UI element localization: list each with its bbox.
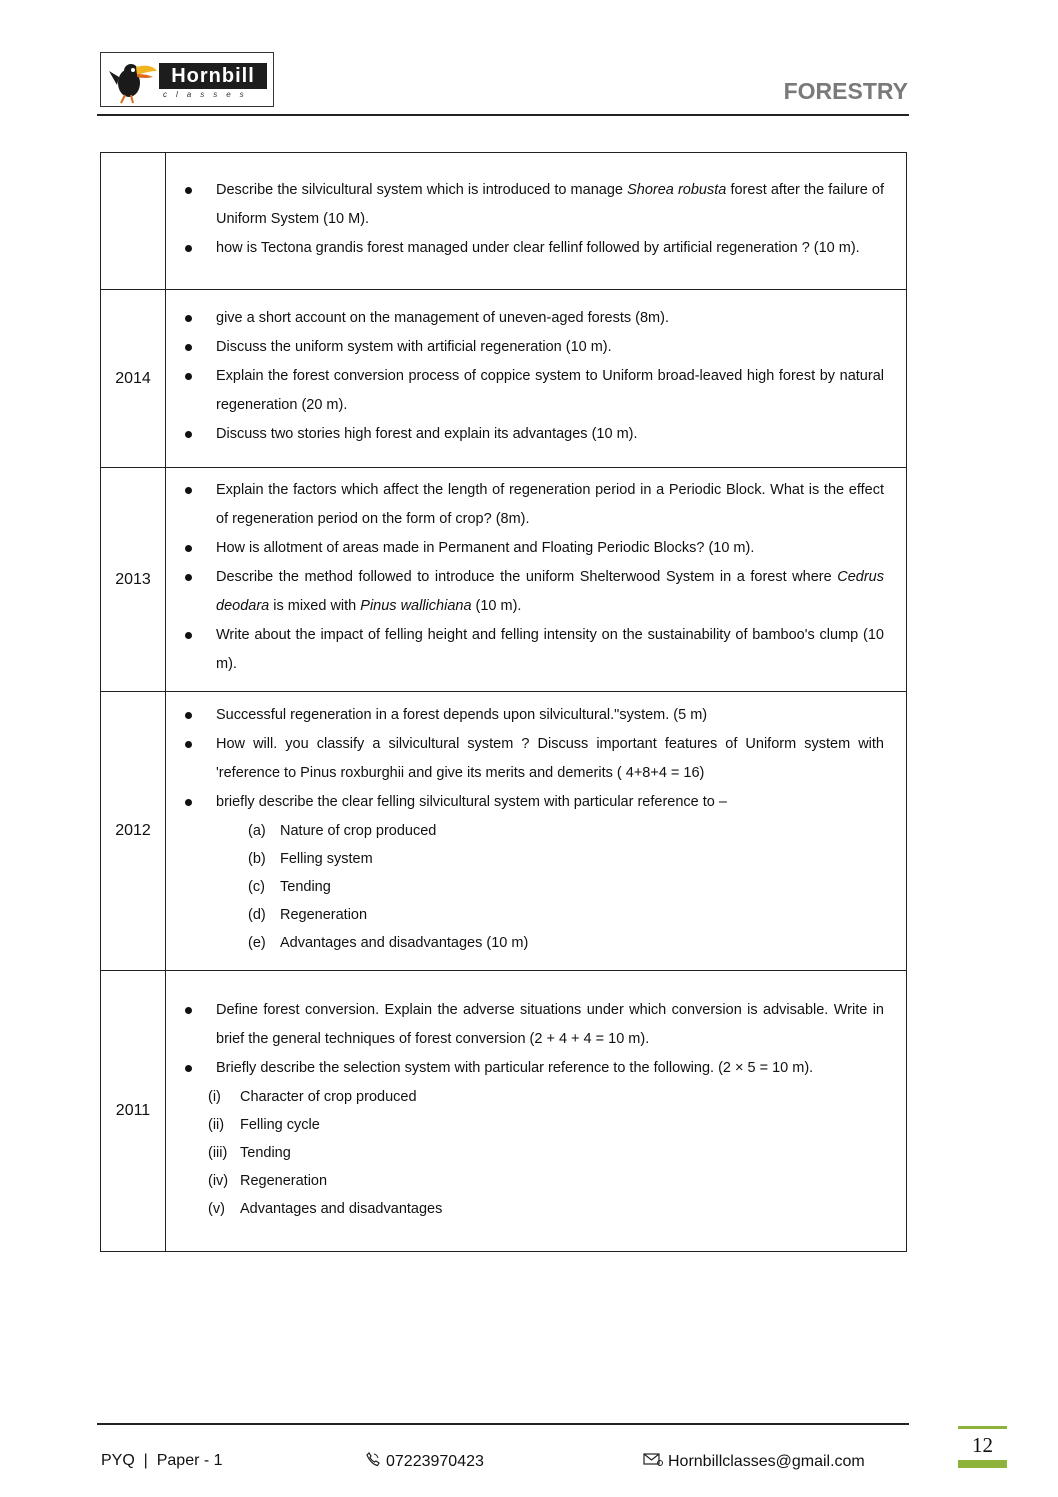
sub-item-marker: (iii) — [208, 1144, 228, 1161]
questions-cell — [166, 153, 907, 290]
sub-item — [208, 1111, 884, 1139]
footer-paper-label: PYQ | Paper - 1 — [101, 1452, 223, 1469]
page-number: 12 — [958, 1426, 1007, 1468]
bullet-icon — [185, 431, 192, 438]
question-text: forest after the failure of Uniform System (10 M). — [216, 181, 884, 227]
question-item — [180, 420, 884, 449]
question-item — [180, 362, 884, 420]
sub-item-marker: (a) — [248, 823, 266, 839]
questions-cell — [166, 971, 907, 1252]
sub-item-marker: (b) — [248, 851, 266, 867]
phone-icon — [365, 1451, 381, 1472]
question-text: Successful regeneration in a forest depends upon silvicultural."system. (5 m) — [216, 707, 708, 723]
question-text: Explain the forest conversion process of coppice system to Uniform broad-leaved high forest by natural regeneration (20 m). — [216, 368, 884, 413]
header-divider — [97, 114, 909, 116]
sub-item-text: Regeneration — [240, 1172, 328, 1189]
hornbill-bird-icon — [107, 57, 159, 105]
sub-item-text: Regeneration — [280, 907, 368, 923]
question-item — [180, 304, 884, 333]
questions-cell — [166, 468, 907, 692]
phone-number: 07223970423 — [386, 1452, 484, 1470]
sub-item — [208, 1167, 884, 1195]
sub-item — [248, 817, 884, 845]
sub-item-marker: (iv) — [208, 1172, 229, 1189]
bullet-icon — [185, 373, 192, 380]
sub-item — [208, 1195, 884, 1223]
question-text: Explain the factors which affect the length of regeneration period in a Periodic Block. What is the effect of regeneration period on the form of crop? (8m). — [216, 482, 884, 527]
table-row — [101, 153, 907, 290]
bullet-icon — [185, 1007, 192, 1014]
email-address: Hornbillclasses@gmail.com — [668, 1452, 865, 1470]
sub-item-text: Advantages and disadvantages — [240, 1200, 443, 1217]
question-list — [180, 476, 884, 679]
bullet-icon — [185, 799, 192, 806]
bullet-icon — [185, 632, 192, 639]
question-text: Describe the method followed to introduce the uniform Shelterwood System in a forest where — [216, 569, 838, 585]
question-text: Define forest conversion. Explain the adverse situations under which conversion is advisable. Write in brief the general techniques of forest conversion (2 + 4 + 4 = 10 m). — [216, 1001, 884, 1047]
sub-item-marker: (c) — [248, 879, 265, 895]
question-item — [180, 176, 884, 234]
question-item — [180, 701, 884, 730]
question-text: Discuss two stories high forest and explain its advantages (10 m). — [216, 426, 638, 442]
sub-item-marker: (e) — [248, 935, 266, 951]
subject-title: FORESTRY — [783, 78, 908, 104]
sub-item-text: Tending — [280, 879, 331, 895]
sub-item-marker: (ii) — [208, 1116, 225, 1133]
question-text: give a short account on the management of uneven-aged forests (8m). — [216, 310, 669, 326]
question-text: is mixed with — [269, 598, 361, 614]
year-cell: 2011 — [101, 971, 166, 1252]
sub-item — [208, 1139, 884, 1167]
question-item — [180, 1054, 884, 1083]
question-text: Briefly describe the selection system with particular reference to the following. (2 × 5 = 10 m). — [216, 1059, 814, 1076]
question-text: briefly describe the clear felling silvicultural system with particular reference to – — [216, 794, 727, 810]
question-item — [180, 621, 884, 679]
question-list — [180, 996, 884, 1083]
bullet-icon — [185, 574, 192, 581]
species-name: Pinus wallichiana — [360, 598, 472, 614]
footer-divider — [97, 1423, 909, 1425]
sub-item-text: Nature of crop produced — [280, 823, 437, 839]
sub-item-text: Character of crop produced — [240, 1088, 417, 1105]
species-name: Cedrus deodara — [216, 569, 884, 614]
sub-item — [248, 873, 884, 901]
question-text: Discuss the uniform system with artificial regeneration (10 m). — [216, 339, 612, 355]
question-item — [180, 730, 884, 788]
sub-item — [208, 1083, 884, 1111]
sub-item — [248, 845, 884, 873]
logo-text: Hornbill — [159, 63, 267, 89]
question-item — [180, 563, 884, 621]
question-list — [180, 701, 884, 817]
year-cell — [101, 153, 166, 290]
bullet-icon — [185, 315, 192, 322]
logo-subtext: classes — [163, 90, 253, 99]
table-row — [101, 971, 907, 1252]
questions-cell — [166, 290, 907, 468]
question-text: how is Tectona grandis forest managed under clear fellinf followed by artificial regeneration ? (10 m). — [216, 239, 860, 256]
sub-item-text: Felling system — [280, 851, 373, 867]
sub-item-text: Tending — [240, 1144, 291, 1161]
bullet-icon — [185, 344, 192, 351]
bullet-icon — [185, 712, 192, 719]
bullet-icon — [185, 245, 192, 252]
bullet-icon — [185, 187, 192, 194]
year-cell: 2013 — [101, 468, 166, 692]
sub-item-list — [180, 1083, 884, 1223]
sub-item-marker: (v) — [208, 1200, 225, 1217]
sub-item-text: Felling cycle — [240, 1116, 320, 1133]
table-row — [101, 290, 907, 468]
bullet-icon — [185, 1065, 192, 1072]
table-row — [101, 692, 907, 971]
question-text: How is allotment of areas made in Permanent and Floating Periodic Blocks? (10 m). — [216, 540, 755, 556]
question-item — [180, 234, 884, 263]
question-item — [180, 333, 884, 362]
table-row — [101, 468, 907, 692]
bullet-icon — [185, 545, 192, 552]
question-list — [180, 176, 884, 263]
footer-phone[interactable] — [365, 1451, 484, 1472]
sub-item-text: Advantages and disadvantages (10 m) — [280, 935, 529, 951]
question-list — [180, 304, 884, 449]
logo — [100, 52, 274, 107]
question-text: Describe the silvicultural system which is introduced to manage — [216, 181, 628, 198]
question-item — [180, 788, 884, 817]
question-item — [180, 476, 884, 534]
mail-icon — [643, 1451, 663, 1472]
sub-item-list — [180, 817, 884, 957]
sub-item-marker: (d) — [248, 907, 266, 923]
question-text: Write about the impact of felling height and felling intensity on the sustainability of bamboo's clump (10 m). — [216, 627, 884, 672]
questions-cell — [166, 692, 907, 971]
question-text: How will. you classify a silvicultural system ? Discuss important features of Uniform system with 'reference to Pinus roxburghii and give its merits and demerits ( 4+8+4 = 16) — [216, 736, 884, 781]
year-cell: 2012 — [101, 692, 166, 971]
year-cell: 2014 — [101, 290, 166, 468]
pyq-table — [100, 152, 907, 1252]
question-item — [180, 996, 884, 1054]
species-name: Shorea robusta — [627, 181, 727, 198]
question-text: (10 m). — [471, 598, 522, 614]
sub-item — [248, 901, 884, 929]
sub-item-marker: (i) — [208, 1088, 221, 1105]
question-item — [180, 534, 884, 563]
footer-email[interactable] — [643, 1451, 865, 1472]
sub-item — [248, 929, 884, 957]
bullet-icon — [185, 487, 192, 494]
bullet-icon — [185, 741, 192, 748]
